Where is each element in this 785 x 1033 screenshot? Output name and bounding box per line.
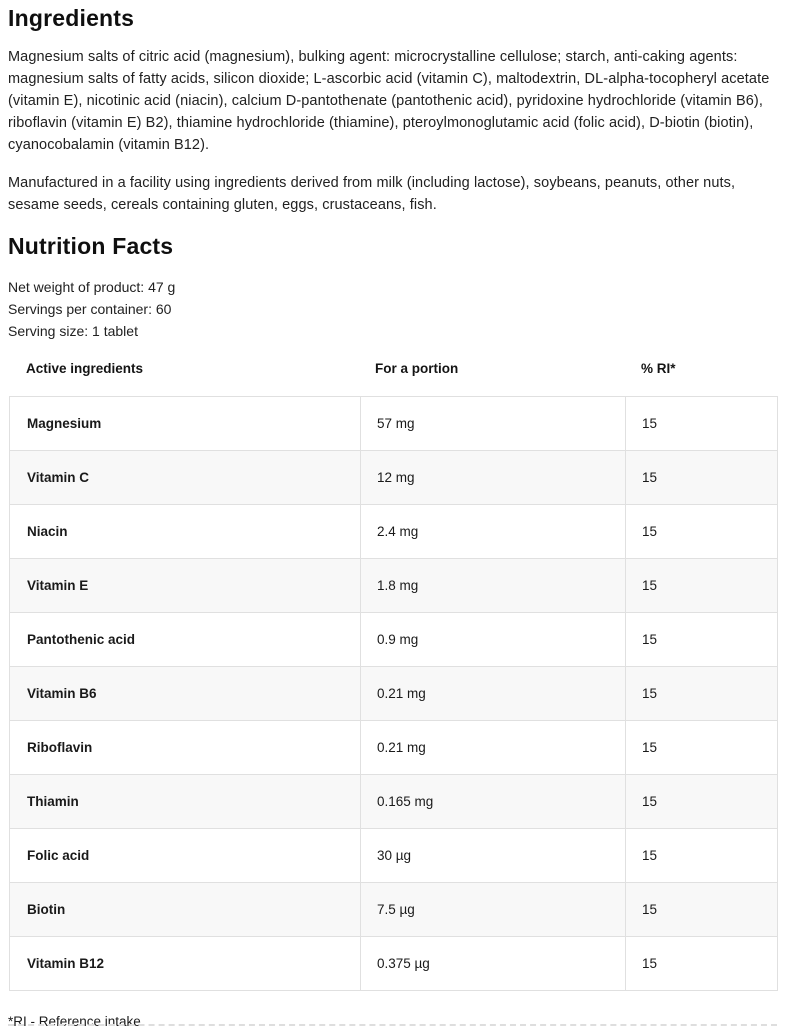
ingredients-heading: Ingredients xyxy=(8,5,135,31)
portion-value-cell: 1.8 mg xyxy=(361,559,626,613)
ingredient-name-cell: Vitamin B6 xyxy=(10,667,361,721)
ingredient-name-cell: Thiamin xyxy=(10,775,361,829)
ri-value-cell: 15 xyxy=(626,559,778,613)
net-weight-text: Net weight of product: 47 g xyxy=(8,279,176,295)
table-row xyxy=(10,505,778,559)
column-header-percent-ri: % RI* xyxy=(641,361,676,376)
portion-value-cell: 0.21 mg xyxy=(361,667,626,721)
bottom-dashed-divider xyxy=(8,1024,777,1026)
ri-value-cell: 15 xyxy=(626,451,778,505)
ri-value-cell: 15 xyxy=(626,667,778,721)
ri-value-cell: 15 xyxy=(626,613,778,667)
ri-value-cell: 15 xyxy=(626,397,778,451)
nutrition-table xyxy=(9,396,778,991)
serving-details xyxy=(8,276,777,342)
table-row xyxy=(10,883,778,937)
portion-value-cell: 0.375 µg xyxy=(361,937,626,991)
column-header-active-ingredients: Active ingredients xyxy=(26,361,144,376)
ingredients-composition-paragraph: Magnesium salts of citric acid (magnesium), bulking agent: microcrystalline cellulose; starch, anti-caking agents: magnesium salts of fatty acids, silicon dioxide; L-ascorbic acid (vitamin C), maltodextrin, DL-alpha-tocopheryl acetate (vitamin E), nicotinic acid (niacin), calcium D-pantothenate (pantothenic acid), pyridoxine hydrochloride (vitamin B6), riboflavin (vitamin E) B2), thiamine hydrochloride (thiamine), pteroylmonoglutamic acid (folic acid), D-biotin (biotin), cyanocobalamin (vitamin B12). xyxy=(8,49,770,153)
portion-value-cell: 12 mg xyxy=(361,451,626,505)
table-row xyxy=(10,667,778,721)
ingredient-name-cell: Pantothenic acid xyxy=(10,613,361,667)
ingredient-name-cell: Magnesium xyxy=(10,397,361,451)
table-row xyxy=(10,937,778,991)
ri-value-cell: 15 xyxy=(626,721,778,775)
ingredient-name-cell: Biotin xyxy=(10,883,361,937)
ri-value-cell: 15 xyxy=(626,883,778,937)
table-row xyxy=(10,559,778,613)
servings-per-container-text: Servings per container: 60 xyxy=(8,301,172,317)
table-row xyxy=(10,397,778,451)
portion-value-cell: 0.9 mg xyxy=(361,613,626,667)
portion-value-cell: 0.165 mg xyxy=(361,775,626,829)
ingredient-name-cell: Folic acid xyxy=(10,829,361,883)
ingredient-name-cell: Niacin xyxy=(10,505,361,559)
ingredient-name-cell: Vitamin B12 xyxy=(10,937,361,991)
portion-value-cell: 0.21 mg xyxy=(361,721,626,775)
portion-value-cell: 7.5 µg xyxy=(361,883,626,937)
table-row xyxy=(10,829,778,883)
portion-value-cell: 2.4 mg xyxy=(361,505,626,559)
table-row xyxy=(10,775,778,829)
table-row xyxy=(10,451,778,505)
allergen-notice-paragraph: Manufactured in a facility using ingredients derived from milk (including lactose), soybeans, peanuts, other nuts, sesame seeds, cereals containing gluten, eggs, crustaceans, fish. xyxy=(8,175,736,213)
ri-value-cell: 15 xyxy=(626,937,778,991)
reference-intake-footnote: *RI - Reference intake xyxy=(8,1014,141,1029)
serving-size-text: Serving size: 1 tablet xyxy=(8,323,138,339)
table-row xyxy=(10,721,778,775)
ri-value-cell: 15 xyxy=(626,505,778,559)
column-header-for-a-portion: For a portion xyxy=(375,361,459,376)
ri-value-cell: 15 xyxy=(626,775,778,829)
nutrition-facts-heading: Nutrition Facts xyxy=(8,233,174,259)
ingredient-name-cell: Vitamin C xyxy=(10,451,361,505)
table-row xyxy=(10,613,778,667)
portion-value-cell: 57 mg xyxy=(361,397,626,451)
ingredient-name-cell: Vitamin E xyxy=(10,559,361,613)
portion-value-cell: 30 µg xyxy=(361,829,626,883)
nutrition-table-header xyxy=(8,355,777,382)
ingredient-name-cell: Riboflavin xyxy=(10,721,361,775)
ri-value-cell: 15 xyxy=(626,829,778,883)
